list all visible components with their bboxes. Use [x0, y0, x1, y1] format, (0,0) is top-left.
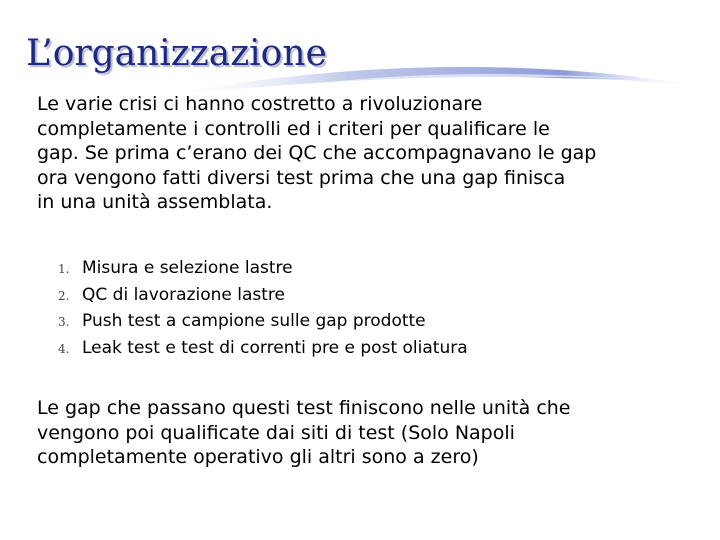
intro-line: Le varie crisi ci hanno costretto a rivoluzionare [37, 93, 483, 115]
numbered-list [58, 258, 468, 364]
list-item-number: 1. [58, 262, 70, 276]
list-item-label: Leak test e test di correnti pre e post oliatura [82, 337, 468, 358]
outro-paragraph [37, 396, 571, 470]
intro-line: gap. Se prima c’erano dei QC che accompagnavano le gap [37, 142, 597, 164]
list-item-label: Push test a campione sulle gap prodotte [82, 311, 426, 331]
list-item-number: 4. [58, 341, 70, 356]
list-item [58, 338, 468, 365]
intro-line: completamente i controlli ed i criteri per qualificare le [37, 117, 550, 140]
list-item [58, 285, 468, 312]
list-item-label: Misura e selezione lastre [82, 258, 293, 278]
outro-line: completamente operativo gli altri sono a zero) [37, 446, 479, 468]
slide-title: L’organizzazione [26, 33, 327, 74]
list-item-label: QC di lavorazione lastre [82, 284, 286, 305]
list-item-number: 3. [58, 315, 70, 329]
outro-line: vengono poi qualificate dai siti di test (Solo Napoli [37, 421, 515, 444]
intro-paragraph [37, 92, 596, 215]
outro-line: Le gap che passano questi test finiscono nelle unità che [37, 397, 571, 419]
intro-line: ora vengono fatti diversi test prima che una gap finisca [37, 166, 566, 189]
list-item [58, 311, 468, 338]
list-item [58, 258, 468, 285]
intro-line: in una unità assemblata. [37, 191, 273, 213]
list-item-number: 2. [58, 288, 70, 303]
